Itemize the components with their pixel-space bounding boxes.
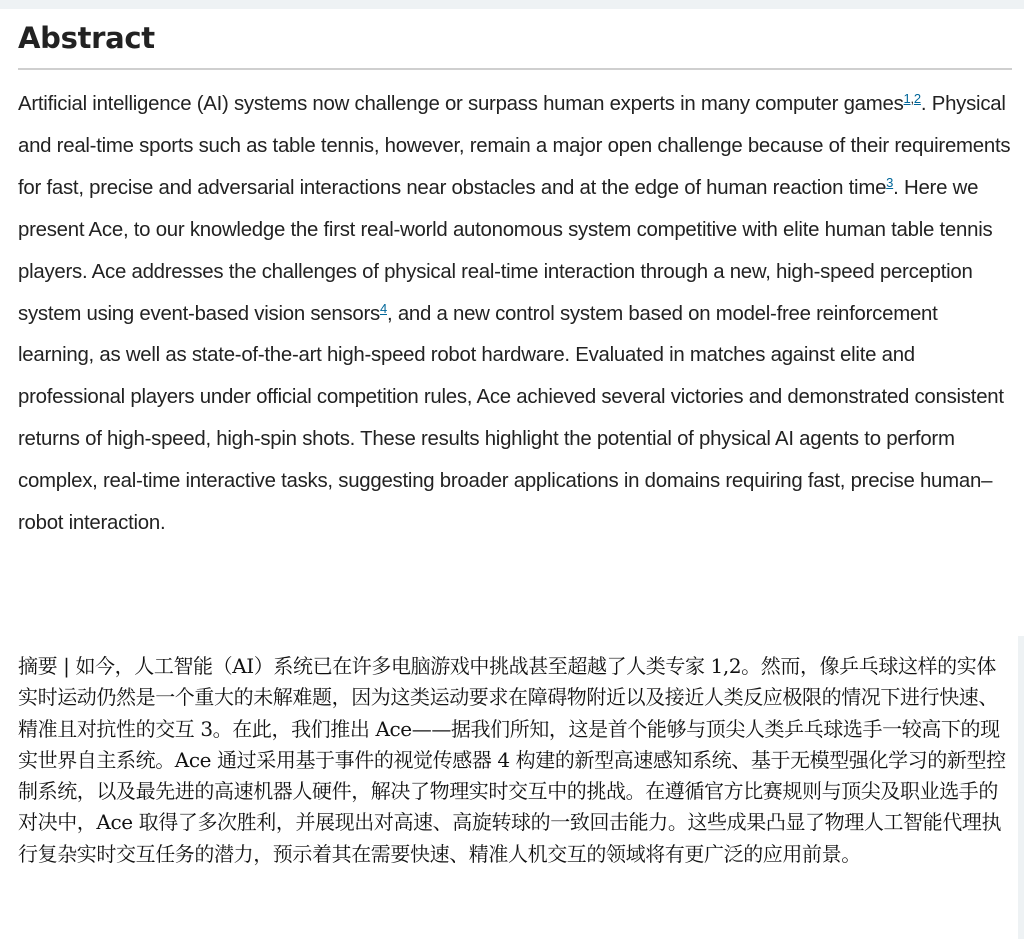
chinese-translation: 摘要 | 如今，人工智能（AI）系统已在许多电脑游戏中挑战甚至超越了人类专家 1,2。然而，像乒乓球这样的实体实时运动仍然是一个重大的未解难题，因为这类运动要求在障碍物附近以及接近人类反应极限的情况下进行快速、精准且对抗性的交互 3。在此，我们推出 Ace——据我们所知，这是首个能够与顶尖人类乒乓球选手一较高下的现实世界自主系统。Ace 通过采用基于事件的视觉传感器 4 构建的新型高速感知系统、基于无模型强化学习的新型控制系统，以及最先进的高速机器人硬件，解决了物理实时交互中的挑战。在遵循官方比赛规则与顶尖及职业选手的对决中，Ace 取得了多次胜利，并展现出对高速、高旋转球的一致回击能力。这些成果凸显了物理人工智能代理执行复杂实时交互任务的潜力，预示着其在需要快速、精准人机交互的领域将有更广泛的应用前景。 xyxy=(18,654,1006,866)
citation-group-4 xyxy=(380,301,387,316)
abstract-text-part-2: . Physical and real-time sports such as table tennis, however, remain a major open challenge because of their requirements for fast, precise and adversarial interactions near obstacles and at the edge of human reaction time xyxy=(18,93,1011,199)
abstract-text-part-4: , and a new control system based on model-free reinforcement learning, as well as state-of-the-art high-speed robot hardware. Evaluated in matches against elite and professional players under official competition rules, Ace achieved several victories and demonstrated consistent returns of high-speed, high-spin shots. These results highlight the potential of physical AI agents to perform complex, real-time interactive tasks, suggesting broader applications in domains requiring fast, precise human–robot interaction. xyxy=(18,302,1004,535)
title-divider xyxy=(18,68,1012,70)
section-title: Abstract xyxy=(18,21,155,55)
citation-link-4[interactable]: 4 xyxy=(380,300,387,316)
abstract-paragraph xyxy=(18,84,1016,545)
citation-link-2[interactable]: 2 xyxy=(913,91,921,106)
citation-group-1-2 xyxy=(904,91,921,106)
abstract-text-part-3: . Here we present Ace, to our knowledge the first real-world autonomous system competitive with elite human table tennis players. Ace addresses the challenges of physical real-time interaction through a new, high-speed perception system using event-based vision sensors xyxy=(18,176,993,325)
abstract-text-part-1: Artificial intelligence (AI) systems now challenge or surpass human experts in many computer games xyxy=(18,93,904,115)
translation-panel-edge xyxy=(1018,636,1024,939)
citation-link-1[interactable]: 1 xyxy=(903,91,911,106)
citation-separator: , xyxy=(910,91,914,106)
citation-link-3[interactable]: 3 xyxy=(886,174,894,190)
top-background-strip xyxy=(0,0,1024,9)
